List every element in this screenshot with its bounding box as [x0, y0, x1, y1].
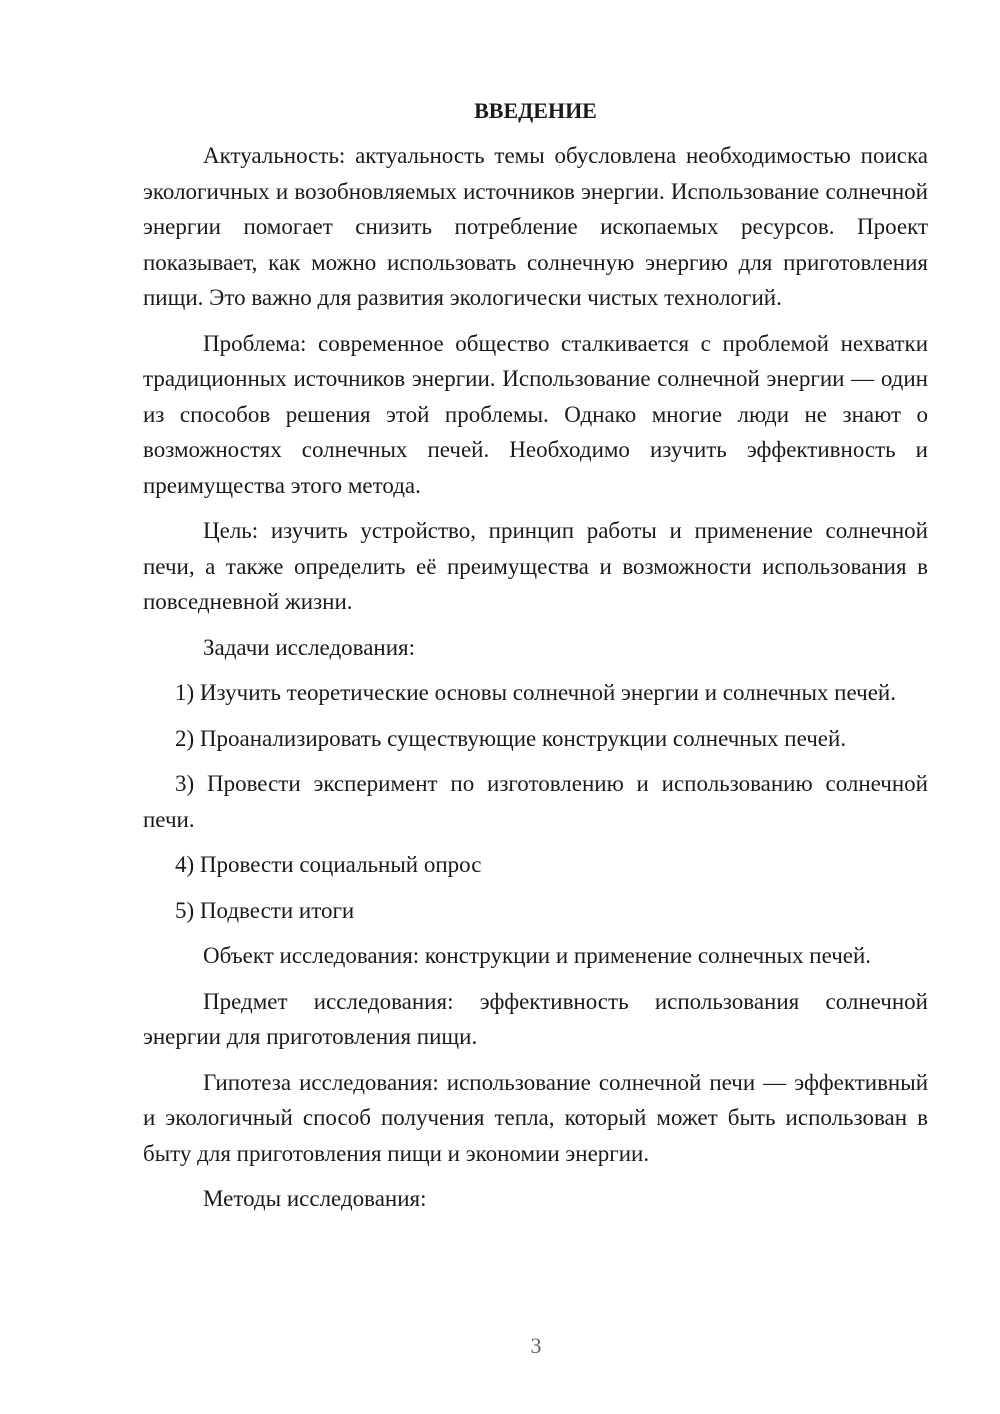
tasks-list — [143, 675, 928, 928]
paragraph-methods-heading: Методы исследования: — [203, 1186, 427, 1211]
list-item: 2) Проанализировать существующие конструкции солнечных печей. — [175, 725, 847, 751]
list-item: 5) Подвести итоги — [175, 897, 355, 923]
paragraph-subject: Предмет исследования: эффективность использования солнечной энергии для приготовления пищи. — [143, 988, 928, 1049]
paragraph-hypothesis: Гипотеза исследования: использование солнечной печи — эффективный и экологичный способ получения тепла, который может быть использован в быту для приготовления пищи и экономии энергии. — [143, 1069, 928, 1166]
list-item: 1) Изучить теоретические основы солнечной энергии и солнечных печей. — [175, 680, 896, 705]
list-item: 4) Провести социальный опрос — [175, 852, 482, 877]
list-item: 3) Провести эксперимент по изготовлению и использованию солнечной печи. — [143, 771, 928, 832]
document-body — [143, 96, 928, 1227]
paragraph-object: Объект исследования: конструкции и применение солнечных печей. — [203, 943, 872, 968]
paragraph-tasks-heading: Задачи исследования: — [203, 634, 416, 660]
section-title: ВВЕДЕНИЕ — [474, 98, 597, 123]
page-number: 3 — [530, 1333, 542, 1358]
paragraph-goal: Цель: изучить устройство, принцип работы и применение солнечной печи, а также определить её преимущества и возможности использования в повседневной жизни. — [143, 518, 928, 614]
paragraph-problem: Проблема: современное общество сталкивается с проблемой нехватки традиционных источников энергии. Использование солнечной энергии — один из способов решения этой проблемы. Однако многие люди не знают о возможностях солнечных печей. Необходимо изучить эффективность и преимущества этого метода. — [143, 330, 928, 498]
paragraph-relevance: Актуальность: актуальность темы обусловлена необходимостью поиска экологичных и возобновляемых источников энергии. Использование солнечной энергии помогает снизить потребление ископаемых ресурсов. Проект показывает, как можно использовать солнечную энергию для приготовления пищи. Это важно для развития экологически чистых технологий. — [143, 143, 928, 310]
